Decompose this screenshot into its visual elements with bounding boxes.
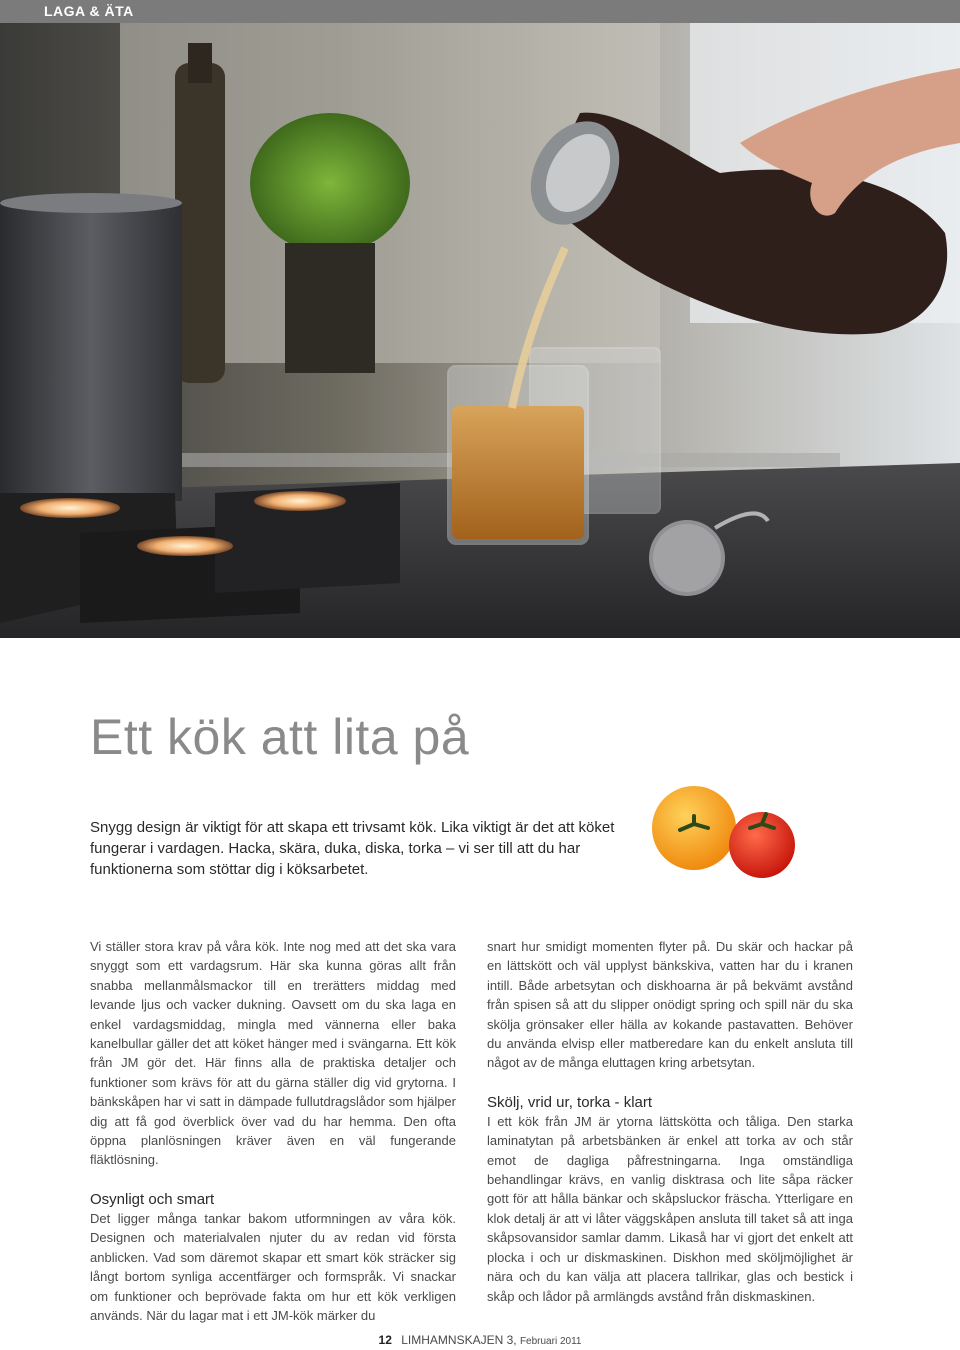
article-title: Ett kök att lita på xyxy=(90,709,470,765)
section-label: LAGA & ÄTA xyxy=(44,3,134,19)
article-lead: Snygg design är viktigt för att skapa ett trivsamt kök. Lika viktigt är det att köket fungerar i vardagen. Hacka, skära, duka, diska, torka – vi ser till att du har funktionerna som stöttar dig i köksarbetet. xyxy=(90,819,615,878)
issue-date: Februari 2011 xyxy=(519,1336,582,1347)
page-number: 12 xyxy=(378,1333,392,1347)
body-paragraph: Det ligger många tankar bakom utformningen av våra kök. Designen och materialvalen njuter du av redan vid första anblicken. Vad som däremot skapar ett smart kök sträcker sig långt bortom synliga accentfärger och formspråk. Vi snackar om funktioner och beprövade fakta om hur ett kök verkligen används. När du lagar mat i ett JM-kök märker du xyxy=(90,1210,456,1323)
body-paragraph: Vi ställer stora krav på våra kök. Inte nog med att det ska vara snyggt som ett vardagsrum. Här ska kunna göras allt från snabba mellanmålsmackor till en trerätters middag med levande ljus och vacker dukning. Oavsett om du ska laga en enkel vardagsmiddag, mingla med vännerna eller baka kanelbullar gäller det att köket hänger med i svängarna. Ett kök från JM gör det. Här finns alla de praktiska detaljer och funktioner som krävs för att du gärna ställer dig vid grytorna. I bänkskåpen har vi satt in dämpade fullutdragslådor som hjälper dig att få god överblick över vad du har hemma. Den ofta öppna planlösningen kräver även en väl fungerande fläktlösning. xyxy=(90,939,456,1168)
article-column-left xyxy=(90,937,456,1325)
subheading: Osynligt och smart xyxy=(90,1190,215,1208)
article-column-right xyxy=(487,937,853,1306)
subheading: Skölj, vrid ur, torka - klart xyxy=(487,1093,653,1111)
publication-name: LIMHAMNSKAJEN 3, xyxy=(401,1333,517,1347)
page-footer xyxy=(0,1333,960,1347)
section-header-bar xyxy=(0,0,960,23)
body-paragraph: I ett kök från JM är ytorna lättskötta och tåliga. Den starka laminatytan på arbetsbänken är enkel att torka av och står emot de dagliga påfrestningarna. Inga omständliga behandlingar krävs, en vanlig disktrasa och lite såpa räcker gott för att hålla bänkar och skåpsluckor fräscha. Ytterligare en klok detalj är att vi låter väggskåpen ansluta till taket så att inga skåpsovansidor samlar damm. Likaså har vi gjort det enkelt att plocka i och ur diskmaskinen. Diskhon med sköljmöjlighet är nära och du kan välja att placera tallrikar, glas och bestick i skåp och lådor på armlängds avstånd från diskmaskinen. xyxy=(487,1113,853,1304)
body-paragraph: snart hur smidigt momenten flyter på. Du skär och hackar på en lättskött och väl upplyst bänkskiva, vatten har du i kranen intill. Både arbetsytan och diskhoarna är på bekvämt avstånd från spisen så att du slipper onödigt spring och spill när du ska skölja grönsaker eller hälla av kokande pastavatten. Behöver du använda elvisp eller matberedare kan du enkelt ansluta till något av de många eluttagen kring arbetsytan. xyxy=(487,939,853,1071)
tomatoes-image xyxy=(640,770,820,900)
hero-photo xyxy=(0,23,960,638)
